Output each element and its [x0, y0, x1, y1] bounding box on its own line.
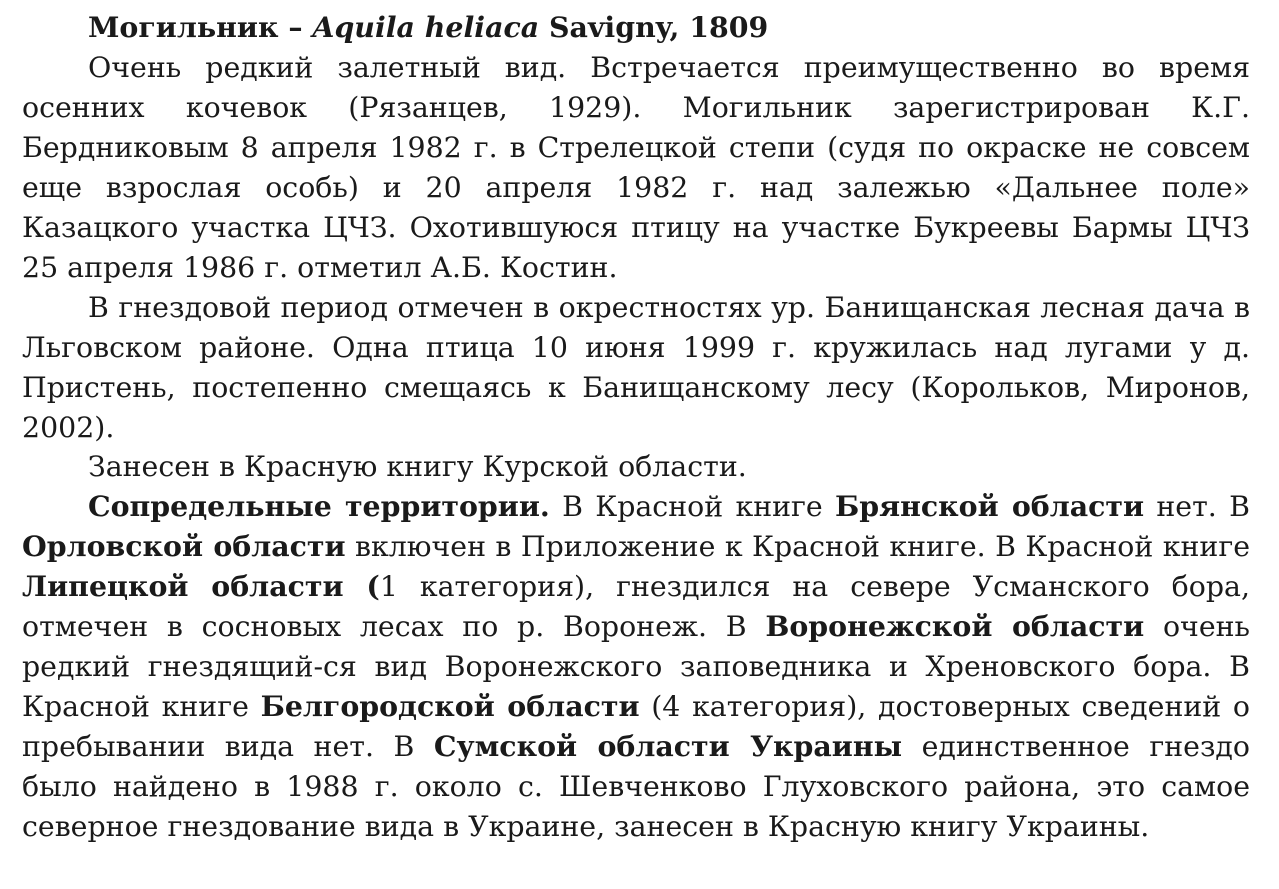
region-bryansk: Брянской области	[835, 489, 1145, 524]
paragraph-occurrence: Очень редкий залетный вид. Встречается преимущественно во время осенних кочевок (Рязанцев, 1929). Могильник зарегистрирован К.Г. Бердниковым 8 апреля 1982 г. в Стрелецкой степи (судя по окраске не совсем еще взрослая особь) и 20 апреля 1982 г. над залежью «Дальнее поле» Казацкого участка ЦЧЗ. Охотившуюся птицу на участке Букреевы Бармы ЦЧЗ 25 апреля 1986 г. отметил А.Б. Костин.	[22, 50, 1250, 284]
heading-dash: –	[278, 10, 313, 44]
neighbors-label: Сопредельные территории.	[88, 489, 550, 524]
paragraph-red-book: Занесен в Красную книгу Курской области.	[88, 450, 747, 484]
document-page	[22, 8, 1250, 847]
region-orel: Орловской области	[22, 529, 346, 564]
region-lipetsk: Липецкой области (	[22, 569, 380, 604]
region-belgorod: Белгородской области	[260, 689, 640, 724]
species-heading	[22, 8, 1250, 48]
region-sumy: Сумской области Украины	[433, 729, 903, 764]
species-name: Могильник	[88, 10, 279, 44]
region-voronezh: Воронежской области	[765, 609, 1145, 644]
paragraph-breeding: В гнездовой период отмечен в окрестностях ур. Банищанская лесная дача в Льговском районе. Одна птица 10 июня 1999 г. кружилась над лугами у д. Пристень, постепенно смещаясь к Банищанскому лесу (Корольков, Миронов, 2002).	[22, 290, 1250, 444]
latin-name: Aquila heliaca	[312, 10, 540, 44]
paragraph-neighbors: Сопредельные территории. В Красной книге Брянской области нет. В Орловской области включен в Приложение к Красной книге. В Красной книге Липецкой области (1 категория), гнездился на севере Усманского бора, отмечен в сосновых лесах по р. Воронеж. В Воронежской области очень редкий гнездящий-ся вид Воронежского заповедника и Хреновского бора. В Красной книге Белгородской области (4 категория), достоверных сведений о пребывании вида нет. В Сумской области Украины единственное гнездо было найдено в 1988 г. около с. Шевченково Глуховского района, это самое северное гнездование вида в Украине, занесен в Красную книгу Украины.	[22, 489, 1251, 844]
species-author: Savigny, 1809	[539, 10, 769, 44]
